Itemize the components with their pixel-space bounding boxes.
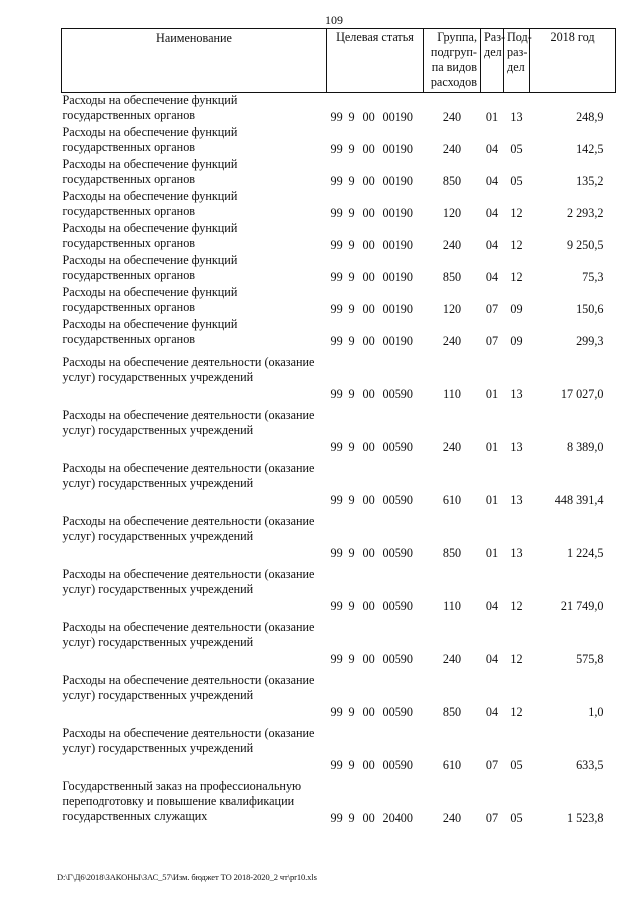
- row-amount: 8 389,0: [566, 440, 604, 454]
- row-name: Расходы на обеспечение функций государственных органов: [62, 157, 238, 186]
- row-target-article: [327, 614, 424, 667]
- target-article-part: 00: [362, 546, 375, 560]
- target-article-part: 00190: [382, 174, 413, 188]
- target-article-part: 00: [362, 758, 375, 772]
- target-article-part: 00590: [382, 440, 413, 454]
- row-group: 610: [442, 493, 462, 507]
- table-row: [62, 561, 616, 614]
- target-article-part: 99: [330, 811, 343, 825]
- row-podrazdel: 09: [510, 302, 523, 316]
- row-group: 240: [442, 811, 462, 825]
- row-podrazdel: 09: [510, 334, 523, 348]
- row-razdel: 01: [485, 546, 499, 560]
- row-name: Расходы на обеспечение функций государственных органов: [62, 317, 238, 346]
- target-article-part: 00: [362, 652, 375, 666]
- target-article-part: 9: [348, 270, 355, 284]
- row-name: Расходы на обеспечение функций государственных органов: [62, 221, 238, 250]
- target-article-part: 00: [362, 387, 375, 401]
- target-article-part: 00: [362, 142, 375, 156]
- target-article-part: 9: [348, 546, 355, 560]
- row-name: Расходы на обеспечение деятельности (оказание услуг) государственных учреждений: [62, 620, 315, 649]
- target-article-part: 9: [348, 652, 355, 666]
- target-article-part: 99: [330, 387, 343, 401]
- row-name: Государственный заказ на профессиональную переподготовку и повышение квалификации государственных служащих: [62, 779, 302, 823]
- row-podrazdel: 05: [510, 142, 523, 156]
- row-amount: 1 523,8: [566, 811, 604, 825]
- row-podrazdel: 12: [510, 652, 523, 666]
- table-row: [62, 614, 616, 667]
- table-body: [62, 93, 616, 827]
- target-article-part: 99: [330, 493, 343, 507]
- table-row: [62, 285, 616, 317]
- row-amount: 17 027,0: [560, 387, 604, 401]
- row-target-article: [327, 508, 424, 561]
- row-amount: 633,5: [576, 758, 604, 772]
- target-article-part: 99: [330, 302, 343, 316]
- row-name: Расходы на обеспечение функций государственных органов: [62, 189, 238, 218]
- target-article-part: 9: [348, 758, 355, 772]
- header-group: Группа, подгруп- па видов расходов: [424, 29, 481, 93]
- target-article-part: 00590: [382, 758, 413, 772]
- row-podrazdel: 12: [510, 270, 523, 284]
- target-article-part: 9: [348, 705, 355, 719]
- header-razdel: Раз- дел: [481, 29, 504, 93]
- header-year: 2018 год: [530, 29, 616, 93]
- table-row: [62, 349, 616, 402]
- row-amount: 1,0: [588, 705, 604, 719]
- table-row: [62, 402, 616, 455]
- row-target-article: [327, 349, 424, 402]
- row-podrazdel: 05: [510, 758, 523, 772]
- target-article-part: 99: [330, 758, 343, 772]
- target-article-part: 00: [362, 206, 375, 220]
- target-article-part: 00: [362, 238, 375, 252]
- row-group: 120: [442, 206, 462, 220]
- row-razdel: 04: [485, 599, 499, 613]
- target-article-part: 9: [348, 238, 355, 252]
- target-article-part: 00590: [382, 599, 413, 613]
- row-amount: 575,8: [576, 652, 604, 666]
- row-podrazdel: 12: [510, 599, 523, 613]
- row-group: 850: [442, 270, 462, 284]
- target-article-part: 9: [348, 334, 355, 348]
- target-article-part: 9: [348, 811, 355, 825]
- row-podrazdel: 12: [510, 206, 523, 220]
- target-article-part: 00590: [382, 493, 413, 507]
- row-razdel: 01: [485, 387, 499, 401]
- row-amount: 248,9: [576, 110, 604, 124]
- table-row: [62, 125, 616, 157]
- header-name: Наименование: [62, 29, 327, 93]
- target-article-part: 99: [330, 599, 343, 613]
- target-article-part: 00: [362, 302, 375, 316]
- row-podrazdel: 13: [510, 387, 523, 401]
- target-article-part: 9: [348, 142, 355, 156]
- target-article-part: 9: [348, 387, 355, 401]
- row-name: Расходы на обеспечение функций государственных органов: [62, 253, 238, 282]
- row-name: Расходы на обеспечение деятельности (оказание услуг) государственных учреждений: [62, 355, 315, 384]
- table-row: [62, 317, 616, 349]
- target-article-part: 00190: [382, 334, 413, 348]
- row-group: 850: [442, 174, 462, 188]
- row-group: 850: [442, 546, 462, 560]
- target-article-part: 00590: [382, 652, 413, 666]
- target-article-part: 99: [330, 142, 343, 156]
- row-target-article: [327, 720, 424, 773]
- target-article-part: 99: [330, 705, 343, 719]
- row-amount: 2 293,2: [566, 206, 604, 220]
- target-article-part: 9: [348, 206, 355, 220]
- target-article-part: 00: [362, 705, 375, 719]
- row-name: Расходы на обеспечение деятельности (оказание услуг) государственных учреждений: [62, 408, 315, 437]
- row-target-article: [327, 125, 424, 157]
- row-group: 240: [442, 440, 462, 454]
- target-article-part: 99: [330, 238, 343, 252]
- target-article-part: 00: [362, 493, 375, 507]
- row-razdel: 04: [485, 652, 499, 666]
- target-article-part: 99: [330, 440, 343, 454]
- row-razdel: 04: [485, 142, 499, 156]
- row-name: Расходы на обеспечение функций государственных органов: [62, 93, 238, 122]
- row-target-article: [327, 93, 424, 126]
- row-razdel: 01: [485, 110, 499, 124]
- row-group: 240: [442, 142, 462, 156]
- row-podrazdel: 13: [510, 493, 523, 507]
- row-podrazdel: 13: [510, 110, 523, 124]
- row-razdel: 04: [485, 206, 499, 220]
- target-article-part: 00190: [382, 142, 413, 156]
- row-group: 610: [442, 758, 462, 772]
- row-amount: 9 250,5: [566, 238, 604, 252]
- target-article-part: 00590: [382, 546, 413, 560]
- target-article-part: 00190: [382, 206, 413, 220]
- row-podrazdel: 12: [510, 705, 523, 719]
- target-article-part: 00: [362, 599, 375, 613]
- table-row: [62, 720, 616, 773]
- row-name: Расходы на обеспечение деятельности (оказание услуг) государственных учреждений: [62, 726, 315, 755]
- row-razdel: 07: [485, 302, 499, 316]
- target-article-part: 00: [362, 174, 375, 188]
- row-name: Расходы на обеспечение функций государственных органов: [62, 285, 238, 314]
- row-group: 240: [442, 652, 462, 666]
- row-razdel: 01: [485, 440, 499, 454]
- target-article-part: 20400: [382, 811, 413, 825]
- target-article-part: 99: [330, 546, 343, 560]
- row-podrazdel: 13: [510, 440, 523, 454]
- table-row: [62, 253, 616, 285]
- row-razdel: 04: [485, 705, 499, 719]
- row-name: Расходы на обеспечение деятельности (оказание услуг) государственных учреждений: [62, 673, 315, 702]
- row-target-article: [327, 773, 424, 826]
- table-row: [62, 455, 616, 508]
- row-razdel: 07: [485, 334, 499, 348]
- row-target-article: [327, 317, 424, 349]
- table-row: [62, 157, 616, 189]
- row-group: 120: [442, 302, 462, 316]
- row-target-article: [327, 667, 424, 720]
- row-razdel: 01: [485, 493, 499, 507]
- target-article-part: 00590: [382, 705, 413, 719]
- table-row: [62, 667, 616, 720]
- row-group: 240: [442, 334, 462, 348]
- row-razdel: 04: [485, 174, 499, 188]
- row-target-article: [327, 189, 424, 221]
- row-target-article: [327, 253, 424, 285]
- row-group: 240: [442, 110, 462, 124]
- row-group: 240: [442, 238, 462, 252]
- row-target-article: [327, 285, 424, 317]
- row-razdel: 07: [485, 811, 499, 825]
- target-article-part: 00190: [382, 270, 413, 284]
- row-amount: 75,3: [582, 270, 604, 284]
- row-razdel: 04: [485, 238, 499, 252]
- row-name: Расходы на обеспечение деятельности (оказание услуг) государственных учреждений: [62, 461, 315, 490]
- target-article-part: 00: [362, 440, 375, 454]
- row-target-article: [327, 157, 424, 189]
- row-podrazdel: 05: [510, 174, 523, 188]
- target-article-part: 9: [348, 599, 355, 613]
- budget-table: [61, 28, 616, 826]
- row-amount: 1 224,5: [566, 546, 604, 560]
- file-path-footer: D:\Г\Д6\2018\ЗАКОНЫ\ЗАС_57\Изм. бюджет ТО 2018-2020_2 чт\pr10.xls: [57, 872, 317, 882]
- target-article-part: 00: [362, 270, 375, 284]
- target-article-part: 00190: [382, 238, 413, 252]
- table-row: [62, 773, 616, 826]
- target-article-part: 9: [348, 440, 355, 454]
- target-article-part: 9: [348, 110, 355, 124]
- row-group: 850: [442, 705, 462, 719]
- row-group: 110: [443, 387, 461, 401]
- row-podrazdel: 05: [510, 811, 523, 825]
- row-name: Расходы на обеспечение деятельности (оказание услуг) государственных учреждений: [62, 567, 315, 596]
- target-article-part: 99: [330, 334, 343, 348]
- table-row: [62, 508, 616, 561]
- row-name: Расходы на обеспечение функций государственных органов: [62, 125, 238, 154]
- target-article-part: 00590: [382, 387, 413, 401]
- row-amount: 142,5: [576, 142, 604, 156]
- row-target-article: [327, 402, 424, 455]
- row-podrazdel: 13: [510, 546, 523, 560]
- target-article-part: 99: [330, 174, 343, 188]
- table-row: [62, 189, 616, 221]
- target-article-part: 00190: [382, 110, 413, 124]
- row-target-article: [327, 221, 424, 253]
- target-article-part: 00190: [382, 302, 413, 316]
- row-amount: 448 391,4: [554, 493, 604, 507]
- row-amount: 135,2: [576, 174, 604, 188]
- row-amount: 150,6: [576, 302, 604, 316]
- row-razdel: 07: [485, 758, 499, 772]
- row-name: Расходы на обеспечение деятельности (оказание услуг) государственных учреждений: [62, 514, 315, 543]
- header-podrazdel: Под- раз- дел: [504, 29, 530, 93]
- row-podrazdel: 12: [510, 238, 523, 252]
- target-article-part: 00: [362, 811, 375, 825]
- row-group: 110: [443, 599, 461, 613]
- target-article-part: 9: [348, 302, 355, 316]
- row-target-article: [327, 455, 424, 508]
- target-article-part: 00: [362, 110, 375, 124]
- row-razdel: 04: [485, 270, 499, 284]
- table-row: [62, 221, 616, 253]
- target-article-part: 99: [330, 110, 343, 124]
- row-amount: 21 749,0: [560, 599, 604, 613]
- target-article-part: 99: [330, 206, 343, 220]
- target-article-part: 9: [348, 174, 355, 188]
- header-target-article: Целевая статья: [327, 29, 424, 93]
- table-header: [62, 29, 616, 93]
- page-number: 109: [325, 13, 343, 27]
- table-row: [62, 93, 616, 126]
- row-target-article: [327, 561, 424, 614]
- target-article-part: 99: [330, 652, 343, 666]
- target-article-part: 9: [348, 493, 355, 507]
- row-amount: 299,3: [576, 334, 604, 348]
- target-article-part: 99: [330, 270, 343, 284]
- target-article-part: 00: [362, 334, 375, 348]
